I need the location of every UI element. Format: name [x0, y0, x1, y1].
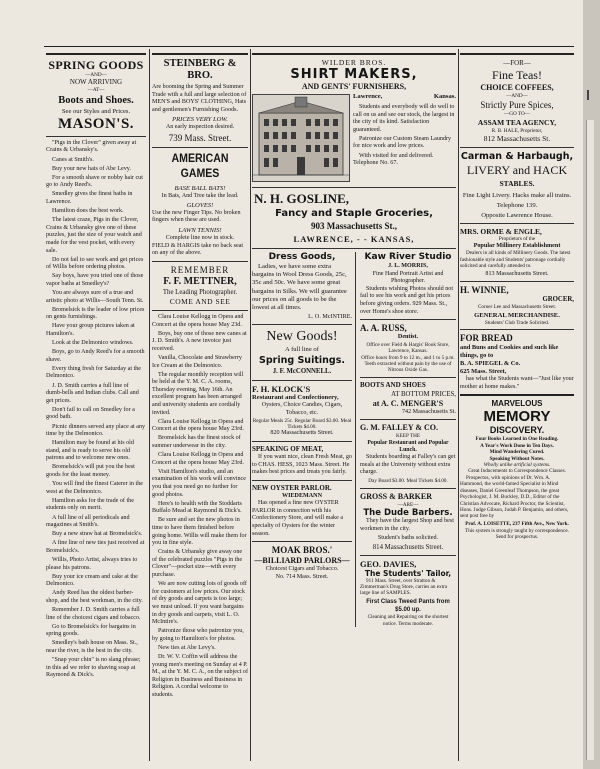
bread-tail: has what the Students want—"Just like your mother at home makes." — [460, 376, 574, 390]
base-ball-bats: BASE BALL BATS! — [174, 184, 226, 192]
local-item: The latest craze, Pigs in the Clover, Crains & Urbansky give one of these puzzles, just the size of your watch and made for the vest pocket, with every sale. — [46, 217, 142, 254]
local-item: Clara Louise Kellogg in Opera and Concert at the opera house May 23d. — [152, 314, 244, 328]
davies-trade: The Students' Tailor, — [364, 568, 452, 578]
club-trade: Students' Club Trade Solicited. — [484, 319, 550, 326]
gross-address: 814 Massachusetts Street. — [372, 543, 444, 551]
fine-teas: Fine Teas! — [492, 68, 542, 82]
pure-spices: Strictly Pure Spices, — [480, 100, 554, 111]
spring-goods-title: SPRING GOODS — [48, 58, 144, 72]
local-item: Patronize those who patronize you, by going to Hamilton's for photos. — [152, 628, 244, 642]
column-4 — [460, 50, 574, 540]
assam-tea-agency: ASSAM TEA AGENCY, — [477, 117, 557, 127]
bread-title: FOR BREAD — [460, 333, 513, 344]
mcconnell-signature: J. F. McCONNELL. — [272, 368, 332, 376]
american-games-heading: AMERICAN GAMES — [171, 150, 229, 180]
memory-heading: MEMORY — [483, 408, 551, 426]
column-divider — [149, 49, 150, 761]
stables: STABLES. — [499, 179, 535, 189]
local-item: Clara Louise Kellogg in Opera and Concert at the opera house May 23rd. — [152, 452, 244, 466]
leading-photographer: The Leading Photographer. — [162, 289, 238, 297]
local-item: Hamilton does the best work. — [52, 208, 124, 215]
wholly-unlike: Wholly unlike artificial systems. — [483, 462, 551, 469]
local-item: Do not fail to see work and get prices of Willis before ordering photos. — [46, 256, 144, 271]
gosline-name: N. H. GOSLINE, — [254, 191, 349, 206]
klock-meals: Regular Meals 25c. Regular Board $3.00. Meal Tickets $4.00. — [252, 417, 352, 430]
spring-suitings: Spring Suitings. — [259, 355, 345, 367]
local-item: Hamilton may be found at his old stand, and is ready to serve his old patrons and to welcome new ones. — [46, 440, 134, 462]
local-item: Every thing fresh for Saturday at the Delmonico. — [46, 365, 142, 380]
moak-subtitle: —BILLIARD PARLORS— — [254, 556, 350, 566]
at-label: —AT— — [87, 87, 105, 94]
column-2 — [152, 50, 248, 701]
full-line: A full line of — [285, 346, 319, 354]
local-item: Willis, Photo Artist, always tries to please his patrons. — [46, 557, 138, 571]
steinberg-address: 739 Mass. Street. — [168, 132, 232, 143]
local-item: Bromelsick is the leader of low prices on gents furnishings. — [46, 306, 145, 321]
gross-name: GROSS & BARKER — [360, 491, 433, 501]
moak-body: Choicest Cigars and Tobacco. — [265, 566, 339, 573]
russ-body-3: Teeth extracted without pain by the use of Nitrous Oxide Gas. — [364, 360, 452, 374]
klock-trade: Restaurant and Confectionery, — [252, 394, 339, 402]
orme-body: Dealers in all kinds of Millinery Goods. The latest fashionable style and Students' patronage cordially solicited and carefully attended to. — [460, 250, 571, 269]
locals-list-1 — [46, 140, 146, 680]
memory-body: Prospectus, with opinions of Dr. Wm. A. Hammond, the world-famed Specialist in Mind diseases, Daniel Greenleaf Thompson, the great Psychologist, J. M. Buckley, D.D., Editor of the Christian Advocate, Richard Proctor, the Scientist, Hons. Judge Gibson, Judah P. Benjamin, and others, sent post free by — [460, 474, 569, 520]
wilder-city: Lawrence, — [353, 93, 383, 100]
column-divider — [250, 49, 251, 761]
local-item: Don't fail to call on Smedley for a good bath. — [46, 406, 135, 421]
wilder-top: WILDER BROS. — [321, 58, 387, 67]
wilder-state: Kansas. — [433, 93, 456, 100]
bread-name: B. A. SPIEGEL & Co. — [460, 360, 521, 368]
bread-body: and Buns and Cookies and such like things, go to — [460, 344, 559, 360]
and-label-2: —AND— — [506, 93, 528, 99]
lawn-tennis: LAWN TENNIS! — [178, 227, 222, 235]
local-item: Buy your new hats of Abe Levy. — [52, 165, 131, 172]
local-item: Andy Reed has the oldest barber-shop, and the best workman, in the city. — [46, 590, 143, 604]
local-item: The regular monthly reception will be held at the Y. M. C. A. rooms, Thursday evening, May 16th. An excellent program has been arranged and university students are cordially invited. — [152, 371, 244, 416]
opposite-lawrence-house: Opposite Lawrence House. — [481, 211, 553, 219]
local-item: Bromelsick's will put you the best goods for the least money. — [46, 464, 135, 479]
go-to: —GO TO— — [504, 111, 530, 118]
local-item: Crains & Urbansky give away one of the celebrated puzzles "Pigs in the Clover"—pocket size—with every purchase. — [152, 549, 243, 579]
meat-title: SPEAKING OF MEAT, — [252, 444, 324, 453]
inspection: An early inspection desired. — [165, 124, 235, 131]
wilder-body-1: Students and everybody will do well to call on us and see our stock, the largest in the city of its kind. Satisfaction guaranteed. — [353, 104, 455, 133]
davies-cleaning: Cleaning and Repairing on the shortest notice. Terms moderate. — [367, 614, 449, 627]
remember-heading: REMEMBER — [170, 265, 230, 276]
wilder-body-2: Patronize our Custom Steam Laundry for nice work and low prices. — [353, 135, 452, 150]
local-item: New ties at Abe Levy's. — [158, 644, 216, 651]
orme-props: Proprietors of the — [498, 235, 536, 242]
local-item: Here's to health with the Stoddarts Buffalo Mead at Raymond & Dick's. — [152, 500, 242, 515]
marvelous: MARVELOUS — [491, 399, 543, 409]
falley-keep: KEEP THE — [395, 433, 421, 440]
falley-prices: Day Board $3.00. Meal Tickets $4.00. — [368, 478, 448, 485]
local-item: Say boys, have you tried one of those vapor baths at Smedley's? — [46, 273, 144, 287]
gross-baths: Student's baths solicited. — [377, 534, 439, 541]
four-books: Four Books Learned in One Reading. — [475, 436, 559, 443]
now-arriving: NOW ARRIVING — [69, 78, 123, 87]
local-item: A fine line of new ties just received at Bromelsick's. — [46, 540, 145, 554]
local-item: "Pigs in the Clover" given away at Crains & Urbansky's. — [46, 139, 137, 154]
kaw-body: Students wishing Photos should not fail to see his work and get his prices before giving orders. 929 Mass. St., over Home's shoe store. — [360, 285, 454, 315]
carman-harbaugh: Carman & Harbaugh, — [460, 151, 574, 163]
discovery: DISCOVERY. — [489, 425, 545, 436]
orme-trade: Popular Millinery Establishment — [473, 242, 561, 250]
livery-body: Fine Light Livery. Hacks make all trains. — [462, 192, 572, 200]
local-item: Remember J. D. Smith carries a full line of the choicest cigars and tobacco. — [46, 607, 141, 621]
local-item: Boys, buy one of those new canes at J. D. Smith's. A new invoice just received. — [152, 330, 247, 352]
adjacent-page-edge — [583, 0, 600, 769]
column-3 — [252, 50, 456, 627]
klock-body: Oysters, Choice Candies, Cigars, Tobacco, etc. — [261, 402, 343, 416]
prices-low: PRICES VERY LOW. — [172, 115, 228, 123]
klock-name: F. H. KLOCK'S — [252, 384, 311, 395]
gross-are: —ARE— — [397, 501, 419, 508]
local-item: Clara Louise Kellogg in Opera and Concert at the opera house May 23rd. — [152, 418, 244, 433]
local-item: Boys, go to Andy Reed's for a smooth shave. — [46, 349, 145, 363]
for-label: —FOR— — [503, 59, 531, 67]
local-item: J. D. Smith carries a full line of dumb-bells and Indian clubs. Call and get prices. — [46, 382, 139, 404]
klock-address: 820 Massachusetts Street. — [270, 430, 334, 437]
gloves-heading: GLOVES! — [186, 201, 214, 209]
oyster-body: Has opened a fine new OYSTER PARLOR in connection with his Confectionery Store, and will make a specialty of Oysters for the winter season. — [252, 500, 344, 537]
bread-address: 625 Mass. Street, — [460, 368, 507, 376]
local-item: For a smooth shave or nobby hair cut go to Andy Reed's. — [46, 174, 143, 189]
local-item: Canes at Smith's. — [52, 156, 94, 163]
oyster-title: NEW OYSTER PARLOR. — [252, 483, 332, 492]
local-item: Picnic dinners served any place at any time by the Delmonico. — [46, 423, 146, 438]
steinberg-body: Are booming the Spring and Summer Trade with a full and large selection of MEN'S and BOYS' CLOTHING, Hats and gentlemen's Furnishing Goods. — [152, 84, 247, 113]
local-item: Buy a new straw hat at Bromelsick's. — [52, 531, 143, 538]
local-item: Smedley gives the finest baths in Lawrence. — [46, 191, 133, 205]
assam-proprietor: R. B. HALE, Proprietor, — [491, 127, 543, 134]
local-item: A full line of all periodicals and magazines at Smith's. — [46, 514, 130, 529]
mind-wandering: Mind Wandering Cured. — [489, 449, 545, 456]
gosline-trade: Fancy and Staple Groceries, — [275, 208, 433, 219]
local-item: You will find the finest Caterer in the west at the Delmonico. — [46, 481, 143, 495]
davies-name: GEO. DAVIES, — [360, 558, 417, 569]
bats-lead: In Bats, And Tree take the lead. — [161, 192, 239, 199]
year-work: A Year's Work Done in Ten Days. — [480, 442, 554, 449]
steinberg-title: STEINBERG & BRO. — [163, 58, 237, 81]
assam-address: 812 Massachusetts St. — [483, 134, 551, 144]
new-goods-heading: New Goods! — [266, 329, 338, 345]
local-item: You are always sure of a true and artistic photo at Willis—South Tenn. St. — [46, 290, 144, 304]
gosline-city: LAWRENCE, - - KANSAS, — [293, 234, 415, 244]
menger-name: at A. C. MENGER'S — [372, 398, 444, 408]
choice-coffees: CHOICE COFFEES, — [480, 83, 554, 92]
livery-hack: LIVERY and HACK — [466, 163, 568, 178]
local-item: Look at the Delmonico windows. — [52, 340, 134, 347]
orme-engle-name: MRS. ORME & ENGLE, — [460, 226, 542, 236]
local-item: Buy your ice cream and cake at the Delmonico. — [46, 573, 138, 588]
boots-subtitle: AT BOTTOM PRICES, — [391, 390, 456, 398]
russ-body-1: Office over Field & Hargis' Book Store, Lawrence, Kansas. — [366, 341, 450, 355]
factory-illustration — [252, 94, 350, 182]
local-item: Have your group pictures taken at Hamilton's. — [46, 323, 135, 337]
local-item: Go to Bromelsick's for bargains in spring goods. — [46, 623, 136, 638]
gloves-body: Use the new Finger Tips. No broken fingers when these are used. — [152, 209, 241, 224]
davies-body: 911 Mass. Street, over Stratton & Zimmerman's Drug Store, carries an extra large line of SAMPLES. — [360, 577, 448, 597]
local-item: Smedley's bath house on Mass. St., near the river, is the best in the city. — [46, 640, 138, 655]
inducements: Great Inducements to Correspondence Classes. — [468, 468, 566, 475]
mettner-name: F. F. METTNER, — [163, 276, 237, 288]
gross-body: They have the largest Shop and best workmen in the city. — [360, 518, 454, 532]
boots-title: BOOTS AND SHOES — [360, 380, 426, 389]
falley-trade: Popular Restaurant and Popular Lunch. — [367, 439, 449, 453]
column-1 — [46, 50, 146, 681]
kaw-name: J. L. MORRIS, — [388, 263, 428, 269]
memory-tail: This system is strongly taught by correspondence. Send for prospectus. — [465, 527, 569, 541]
dress-goods-signature: L. O. McINTIRE. — [308, 313, 352, 320]
davies-pants: First Class Tweed Pants from $5.00 up. — [366, 599, 450, 614]
column-divider — [458, 49, 459, 761]
boots-shoes-heading: Boots and Shoes. — [58, 94, 134, 106]
wilder-subtitle: AND GENTS' FURNISHERS, — [301, 82, 407, 91]
local-item: Be sure and set the new photos in time to have them finished before going home. Willis will make them for you in fine style. — [152, 517, 247, 547]
local-item: We are now cutting lots of goods off for customers at low prices. Our stock of dry goods and carpets is too large; we must unload. If you want bargains in dry goods and carpets, visit L. O. McIntire's. — [152, 581, 247, 626]
local-item: "Snap your chin" is no slang phrase; in this ad we refer to shaving soap at Raymond & Dick's. — [46, 657, 141, 679]
dress-goods-body: Ladies, we have some extra bargains in Wool Dress Goods, 25c, 35c and 50c. We have some great bargains in Silks. We will guarantee our prices on all goods to be the lowest at all times. — [252, 263, 347, 312]
see-styles: See our Styles and Prices. — [61, 107, 131, 115]
wilder-body-3: With visited for and delivered. Telephone No. 67. — [353, 152, 434, 167]
orme-address: 813 Massachusetts Street. — [485, 270, 549, 277]
loisette-address: Prof. A. LOISETTE, 237 Fifth Ave., New York. — [465, 521, 569, 528]
falley-name: G. M. FALLEY & CO. — [360, 423, 438, 433]
top-rule — [44, 46, 574, 47]
falley-body: Students boarding at Falley's can get meals at the University without extra charge. — [360, 454, 456, 476]
moak-address: No. 714 Mass. Street. — [275, 573, 329, 580]
local-item: Dr. W. V. Coffin will address the young men's meeting on Sunday at 4 P. M., at the Y. M. C. A., on the subject of Religion in Business and Business in Religion. A cordial welcome to students. — [152, 653, 248, 698]
menger-address: 742 Massachusetts St. — [402, 408, 456, 415]
wilder-title: SHIRT MAKERS, — [290, 67, 418, 82]
local-item: Hamilton asks for the trade of the students only on merit. — [46, 497, 134, 512]
general-merchandise: GENERAL MERCHANDISE. — [474, 311, 560, 319]
gosline-address: 903 Massachusetts St., — [310, 221, 397, 231]
kaw-trade: Fine Hand Portrait Artist and Photographer. — [372, 270, 444, 285]
dress-goods-title: Dress Goods, — [268, 252, 336, 262]
and-label: —AND— — [85, 72, 107, 78]
local-item: Visit Hamilton's studio, and an examination of his work will convince you that you need go no further for good photos. — [152, 468, 246, 498]
russ-trade: Dentist. — [397, 334, 419, 341]
complete-line: Complete line now in stock. — [165, 235, 235, 242]
local-item: Bromelsick has the finest stock of summer underwear in the city. — [152, 435, 241, 450]
winnie-trade: GROCER, — [542, 296, 574, 304]
russ-body-2: Office hours from 9 to 12 m., and 1 to 5 p.m. — [361, 354, 455, 361]
kaw-studio-title: Kaw River Studio — [364, 252, 452, 262]
winnie-name: H. WINNIE, — [460, 285, 509, 296]
oyster-name: WIEDEMANN — [282, 492, 322, 499]
masons-heading: MASON'S. — [57, 115, 135, 132]
speaking-notes: Speaking Without Notes. — [489, 455, 545, 462]
come-and-see: COME AND SEE — [169, 297, 231, 307]
local-item: Vanilla, Chocolate and Strawberry Ice Cream at the Delmonico. — [152, 355, 242, 369]
field-hargis: FIELD & HARGIS take no back seat on any of the above. — [152, 242, 244, 257]
moak-title: MOAK BROS.' — [271, 545, 333, 556]
russ-name: A. A. RUSS, — [360, 323, 407, 334]
meat-body: If you want nice, clean Fresh Meat, go to CHAS. HESS, 1023 Mass. Street. He makes best prices and treats you fairly. — [252, 453, 352, 476]
dude-barbers: The Dude Barbers. — [363, 508, 453, 519]
telephone: Telephone 139. — [496, 201, 538, 209]
locals-list-2 — [152, 314, 248, 700]
winnie-address: Corner Lee and Massachusetts Street. — [477, 304, 557, 311]
